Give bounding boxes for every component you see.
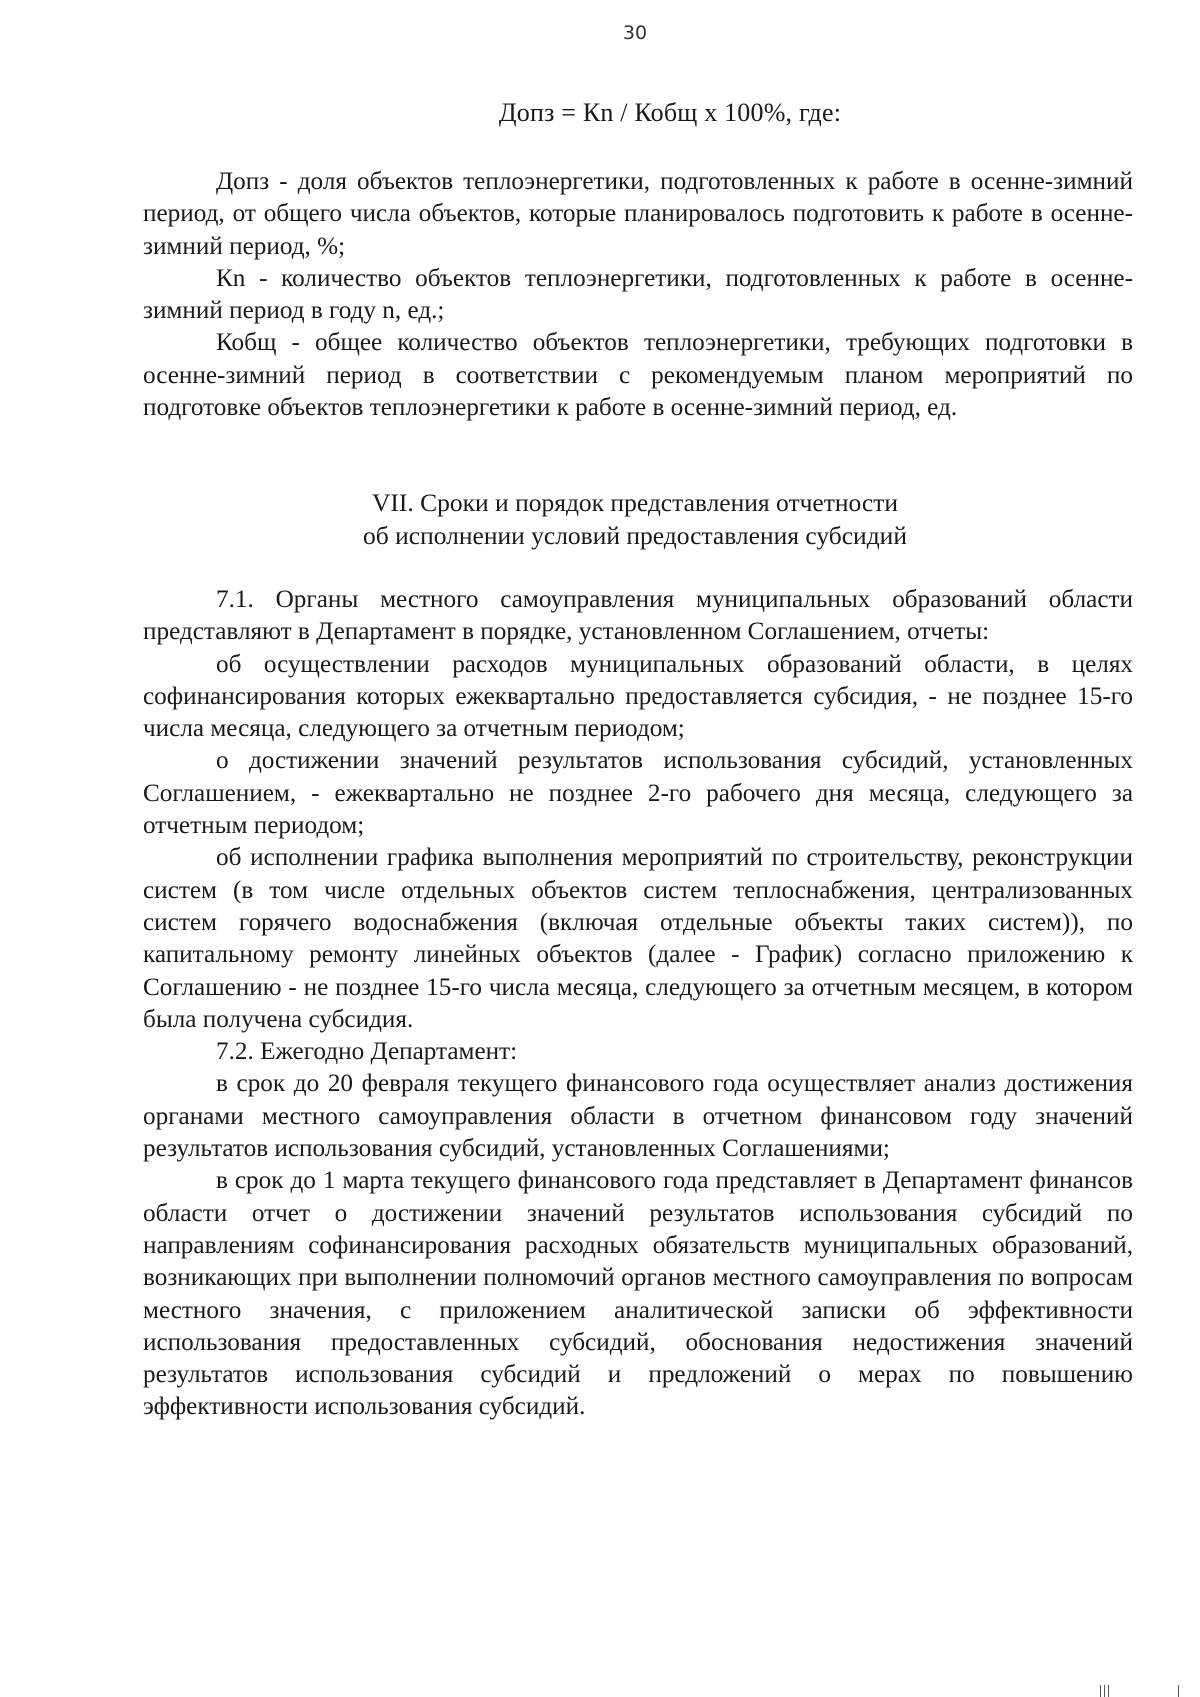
- formula: Допз = Кn / Кобщ х 100%, где:: [498, 98, 842, 127]
- paragraph-7-2: 7.2. Ежегодно Департамент:: [216, 1038, 518, 1066]
- paragraph-analysis: в срок до 20 февраля текущего финансового года осуществляет анализ достижения органами местного самоуправления области в отчетном финансовом году значений результатов использования субсидий, установленных Соглашениями;: [143, 1070, 1133, 1163]
- scan-mark: [1178, 1685, 1179, 1697]
- paragraph-results-report: о достижении значений результатов использования субсидий, установленных Соглашением, - ежеквартально не позднее 2-го рабочего дня месяца, следующего за отчетным периодом;: [143, 747, 1133, 840]
- definition-kobsch: Кобщ - общее количество объектов теплоэнергетики, требующих подготовки в осенне-зимний период в соответствии с рекомендуемым планом мероприятий по подготовке объектов теплоэнергетики к работе в осенне-зимний период, ед.: [143, 329, 1133, 422]
- definitions-block: [143, 166, 1133, 424]
- section-heading-line-1: VII. Сроки и порядок представления отчетности: [371, 488, 899, 517]
- section-body: [143, 584, 1133, 1424]
- paragraph-expenses-report: об осуществлении расходов муниципальных образований области, в целях софинансирования которых ежеквартально предоставляется субсидия, - не позднее 15-го числа месяца, следующего за отчетным периодом;: [143, 650, 1133, 743]
- paragraph-schedule-report: об исполнении графика выполнения мероприятий по строительству, реконструкции систем (в том числе отдельных объектов систем теплоснабжения, централизованных систем горячего водоснабжения (включая отдельные объекты таких систем)), по капитальному ремонту линейных объектов (далее - График) согласно приложению к Соглашению - не позднее 15-го числа месяца, следующего за отчетным месяцем, в котором была получена субсидия.: [143, 844, 1133, 1033]
- section-heading-line-2: об исполнении условий предоставления субсидий: [363, 521, 907, 550]
- scan-mark: [1108, 1685, 1109, 1697]
- definition-dopz: Допз - доля объектов теплоэнергетики, подготовленных к работе в осенне-зимний период, от общего числа объектов, которые планировалось подготовить к работе в осенне-зимний период, %;: [143, 168, 1133, 260]
- page-number: 30: [622, 22, 648, 44]
- paragraph-finance-report: в срок до 1 марта текущего финансового года представляет в Департамент финансов области отчет о достижении значений результатов использования субсидий по направлениям софинансирования расходных обязательств муниципальных образований, возникающих при выполнении полномочий органов местного самоуправления по вопросам местного значения, с приложением аналитической записки об эффективности использования предоставленных субсидий, обоснования недостижения значений результатов использования субсидий и предложений о мерах по повышению эффективности использования субсидий.: [143, 1167, 1133, 1421]
- definition-kn: Кn - количество объектов теплоэнергетики, подготовленных к работе в осенне-зимний период в году n, ед.;: [143, 264, 1133, 325]
- section-heading: [0, 486, 1200, 552]
- scan-mark: [1104, 1685, 1105, 1697]
- scan-mark: [1100, 1685, 1101, 1697]
- paragraph-7-1: 7.1. Органы местного самоуправления муниципальных образований области представляют в Департамент в порядке, установленном Соглашением, отчеты:: [143, 586, 1133, 646]
